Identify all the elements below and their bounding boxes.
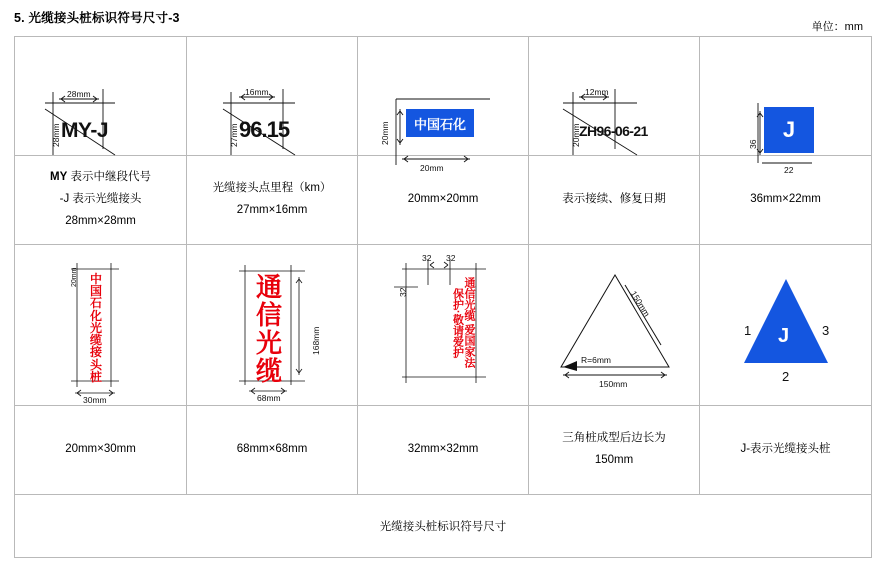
symbol-cell-mileage bbox=[187, 37, 358, 156]
dimension-side-label: 150mm bbox=[628, 289, 653, 319]
symbol-cell-triangle-drawing bbox=[529, 245, 700, 406]
caption-line-1: 32mm×32mm bbox=[407, 443, 479, 456]
symbol-text-warning: 通信光缆 爱国家法 保护·敬请爱护 bbox=[451, 277, 475, 369]
symbol-text-tongxin: 通信光缆 bbox=[255, 272, 282, 387]
symbol-cell-triangle-j bbox=[700, 245, 872, 406]
symbol-vertical-plate bbox=[15, 245, 186, 405]
caption-warning bbox=[358, 435, 528, 465]
dimension-left-label: 27mm bbox=[229, 123, 239, 147]
dimension-left-label: 20mm bbox=[571, 123, 581, 147]
caption-triangle-drawing bbox=[529, 424, 699, 476]
symbol-cell-sinopec bbox=[358, 37, 529, 173]
triangle-corner-number-2: 2 bbox=[782, 369, 790, 384]
table-row-footer bbox=[15, 495, 872, 558]
symbol-tongxin-guanglan bbox=[187, 245, 357, 405]
caption-line-1: 表示接续、修复日期 bbox=[562, 193, 666, 206]
table-row-symbols-2 bbox=[15, 245, 872, 406]
caption-line-3: 28mm×28mm bbox=[65, 214, 136, 227]
symbol-text-triangle-j: J bbox=[778, 325, 790, 347]
caption-cell-triangle-drawing bbox=[529, 406, 700, 495]
caption-line-1: 三角桩成型后边长为 bbox=[562, 432, 666, 445]
caption-j-square bbox=[700, 185, 871, 215]
symbol-cell-vertical-plate bbox=[15, 245, 187, 406]
caption-date bbox=[529, 185, 699, 215]
symbol-text-my-j: MY-J bbox=[61, 119, 109, 142]
dimension-top-label: 12mm bbox=[585, 87, 609, 97]
dimension-bottom-label: 68mm bbox=[257, 393, 281, 403]
caption-vertical-plate bbox=[15, 435, 186, 465]
caption-my-j bbox=[15, 163, 186, 237]
caption-line-2: 27mm×16mm bbox=[236, 204, 308, 216]
symbol-text-mileage: 96.15 bbox=[239, 117, 290, 142]
triangle-corner-number-3: 3 bbox=[822, 323, 830, 338]
table-footer-label: 光缆接头桩标识符号尺寸 bbox=[379, 521, 507, 533]
caption-line-1: J-表示光缆接头桩 bbox=[740, 443, 831, 456]
dimension-radius-label: R=6mm bbox=[581, 355, 611, 365]
symbol-cell-my-j bbox=[15, 37, 187, 156]
caption-triangle-j bbox=[700, 435, 871, 465]
symbol-triangle-drawing bbox=[529, 245, 699, 405]
caption-line-2: -J 表示光缆接头 bbox=[59, 193, 142, 206]
caption-line-1: 36mm×22mm bbox=[750, 193, 821, 206]
triangle-corner-number-1: 1 bbox=[744, 323, 752, 338]
caption-cell-mileage bbox=[187, 156, 358, 245]
caption-line-1: 20mm×30mm bbox=[65, 443, 136, 456]
dimension-left-label: 32 bbox=[398, 287, 408, 297]
caption-tongxin bbox=[187, 435, 357, 465]
dimension-top-right-label: 32 bbox=[446, 253, 456, 263]
dimension-top-label: 28mm bbox=[67, 89, 91, 99]
symbol-cell-tongxin-guanglan bbox=[187, 245, 358, 406]
dimension-left-label: 20mm bbox=[71, 267, 78, 287]
symbol-cell-warning-plate bbox=[358, 245, 529, 406]
caption-cell-my-j bbox=[15, 156, 187, 245]
caption-cell-date bbox=[529, 156, 700, 245]
symbol-text-sinopec: 中国石化 bbox=[406, 109, 474, 137]
dimension-bottom-label: 20mm bbox=[420, 163, 444, 173]
symbol-dimension-table bbox=[14, 36, 872, 558]
caption-cell-tongxin bbox=[187, 406, 358, 495]
dimension-bottom-label: 150mm bbox=[599, 379, 628, 389]
symbol-date bbox=[529, 37, 699, 155]
dimension-left-label: 20mm bbox=[380, 121, 390, 145]
symbol-sinopec bbox=[358, 37, 528, 173]
symbol-text-j: J bbox=[764, 107, 814, 153]
symbol-cell-date bbox=[529, 37, 700, 156]
caption-line-2: 150mm bbox=[594, 454, 634, 466]
caption-sinopec bbox=[358, 185, 528, 215]
symbol-cell-j-square bbox=[700, 37, 872, 175]
dimension-top-label: 16mm bbox=[245, 87, 269, 97]
caption-line-1: 光缆接头点里程（km） bbox=[212, 182, 332, 195]
caption-bold-my: MY bbox=[50, 171, 68, 184]
unit-label: 单位：mm bbox=[811, 21, 863, 33]
dimension-top-left-label: 32 bbox=[422, 253, 432, 263]
dimension-left-label: 36 bbox=[748, 139, 758, 149]
symbol-mileage bbox=[187, 37, 357, 155]
dimension-bottom-label: 22 bbox=[784, 165, 794, 175]
dimension-bottom-label: 30mm bbox=[83, 395, 107, 405]
dimension-left-label: 28mm bbox=[51, 123, 61, 147]
caption-cell-vertical-plate bbox=[15, 406, 187, 495]
symbol-triangle-j bbox=[700, 245, 871, 405]
page-title: 5. 光缆接头桩标识符号尺寸-3 bbox=[14, 11, 180, 25]
symbol-my-j bbox=[15, 37, 186, 155]
symbol-text-vertical-plate: 中国石化光缆接头桩 bbox=[89, 272, 102, 384]
dimension-right-label: 168mm bbox=[311, 326, 321, 355]
symbol-text-date: ZH96-06-21 bbox=[579, 123, 648, 139]
table-row-captions-2 bbox=[15, 406, 872, 495]
caption-mileage bbox=[187, 174, 357, 226]
symbol-warning-plate bbox=[358, 245, 528, 405]
caption-cell-warning bbox=[358, 406, 529, 495]
caption-line-1-text: 表示中继段代号 bbox=[67, 171, 151, 184]
caption-line-1: 20mm×20mm bbox=[407, 193, 479, 206]
footer-cell bbox=[15, 495, 872, 558]
table-row-symbols-1 bbox=[15, 37, 872, 156]
symbol-j-square bbox=[700, 37, 871, 175]
caption-cell-triangle-j bbox=[700, 406, 872, 495]
caption-line-1: 68mm×68mm bbox=[236, 443, 308, 456]
